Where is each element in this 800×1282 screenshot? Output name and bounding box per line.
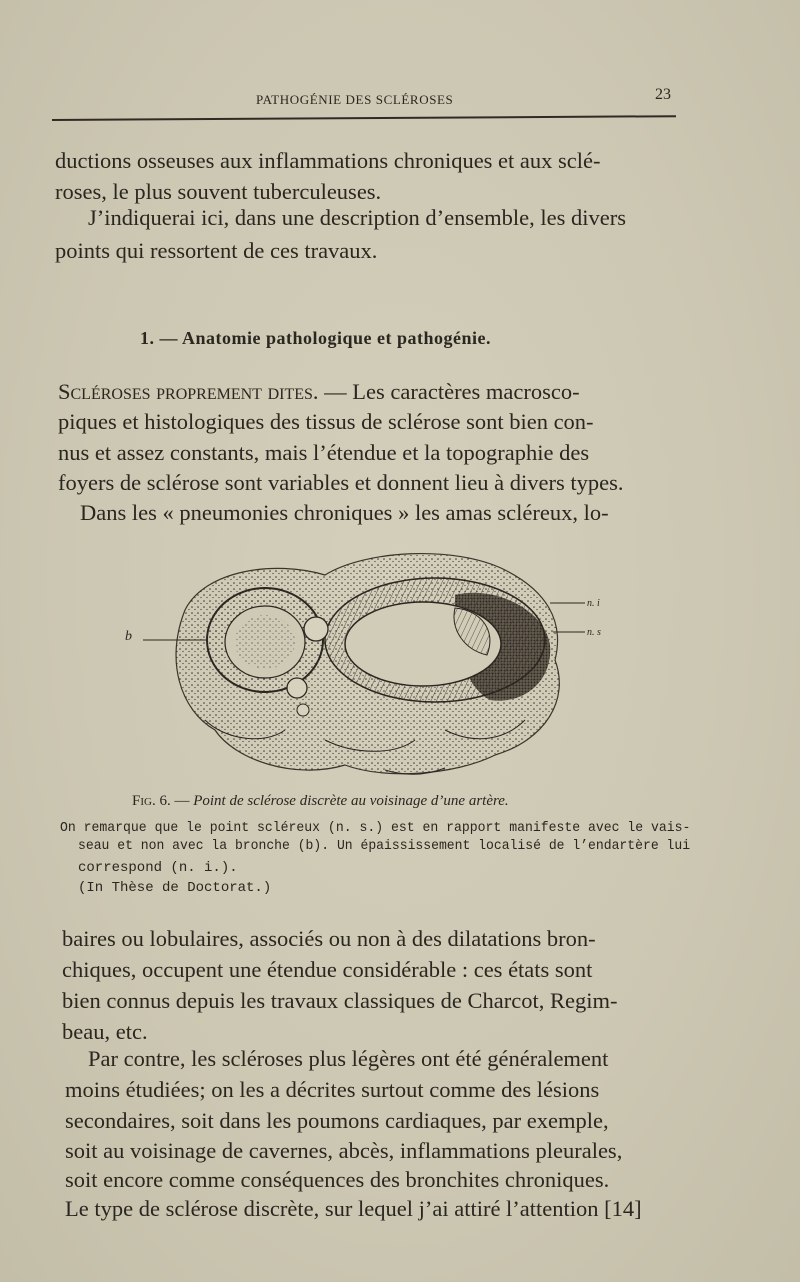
figure-note-line: (In Thèse de Doctorat.) bbox=[78, 880, 272, 896]
body-line: moins étudiées; on les a décrites surtout comme des lésions bbox=[65, 1077, 600, 1102]
label-b: b bbox=[125, 629, 132, 644]
figure-note-line: correspond (n. i.). bbox=[78, 860, 238, 876]
figure-caption bbox=[132, 793, 509, 810]
small-vessel bbox=[287, 678, 307, 698]
figure-note-line: On remarque que le point scléreux (n. s.) est en rapport manifeste avec le vais- bbox=[60, 820, 691, 836]
lead-continuation: — Les caractères macrosco- bbox=[318, 379, 580, 404]
caption-prefix: Fig. 6. — bbox=[132, 793, 194, 809]
body-line: piques et histologiques des tissus de sclérose sont bien con- bbox=[58, 409, 594, 434]
body-line: Dans les « pneumonies chroniques » les amas scléreux, lo- bbox=[80, 500, 609, 525]
body-line: bien connus depuis les travaux classiques de Charcot, Regim- bbox=[62, 988, 618, 1013]
section-heading: 1. — Anatomie pathologique et pathogénie. bbox=[140, 328, 492, 348]
body-line-lead bbox=[58, 381, 580, 404]
body-line: Par contre, les scléroses plus légères ont été généralement bbox=[88, 1046, 609, 1071]
body-line: nus et assez constants, mais l’étendue et la topographie des bbox=[58, 440, 590, 465]
small-vessel bbox=[297, 704, 309, 716]
label-ns: n. s bbox=[587, 627, 601, 638]
page-number: 23 bbox=[655, 86, 671, 103]
header-rule bbox=[52, 115, 676, 121]
histology-figure bbox=[125, 540, 645, 785]
body-line: J’indiquerai ici, dans une description d’ensemble, les divers bbox=[88, 205, 626, 230]
body-line: secondaires, soit dans les poumons cardiaques, par exemple, bbox=[65, 1108, 609, 1133]
body-line: chiques, occupent une étendue considérable : ces états sont bbox=[62, 957, 593, 982]
running-head: PATHOGÉNIE DES SCLÉROSES bbox=[256, 92, 454, 107]
caption-title: Point de sclérose discrète au voisinage d’une artère. bbox=[193, 793, 509, 809]
label-ni: n. i bbox=[587, 598, 600, 609]
body-line: baires ou lobulaires, associés ou non à des dilatations bron- bbox=[62, 926, 596, 951]
body-line: Le type de sclérose discrète, sur lequel j’ai attiré l’attention [14] bbox=[65, 1196, 642, 1221]
body-line: beau, etc. bbox=[62, 1019, 148, 1044]
smallcaps-lead: Scléroses proprement dites. bbox=[58, 379, 319, 404]
body-line: points qui ressortent de ces travaux. bbox=[55, 238, 378, 263]
body-line: soit encore comme conséquences des bronchites chroniques. bbox=[65, 1167, 610, 1192]
body-line: soit au voisinage de cavernes, abcès, inflammations pleurales, bbox=[65, 1138, 623, 1163]
body-line: ductions osseuses aux inflammations chroniques et aux sclé- bbox=[55, 148, 601, 173]
figure-note-line: seau et non avec la bronche (b). Un épaississement localisé de l’endartère lui bbox=[78, 838, 691, 854]
body-line: foyers de sclérose sont variables et donnent lieu à divers types. bbox=[58, 470, 624, 495]
body-line: roses, le plus souvent tuberculeuses. bbox=[55, 179, 382, 204]
small-vessel bbox=[304, 617, 328, 641]
